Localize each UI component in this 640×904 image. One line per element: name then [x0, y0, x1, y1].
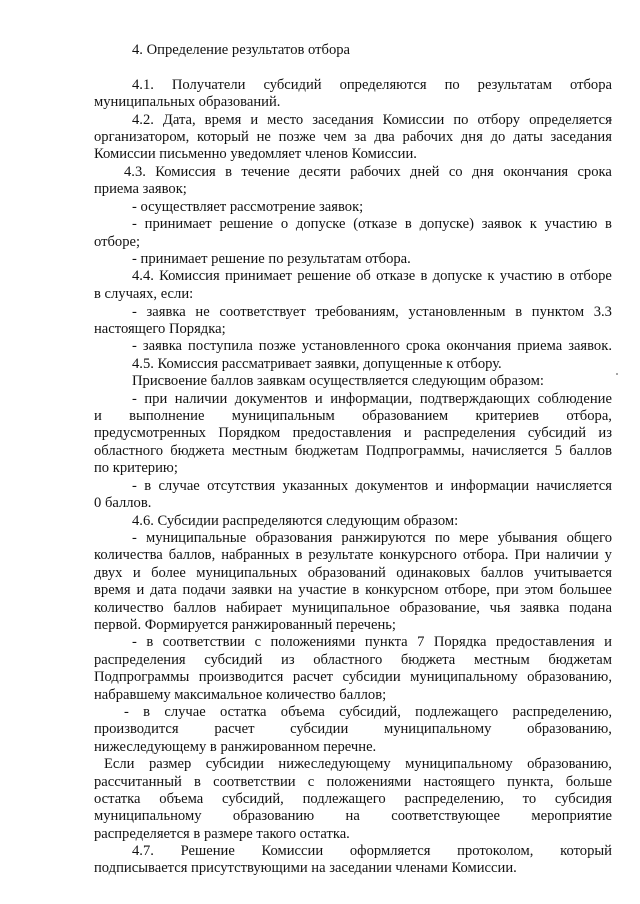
text-line: в случаях, если:: [94, 286, 194, 302]
text-line: распределяется в размере такого остатка.: [94, 826, 350, 842]
text-line: 4.3. Комиссия в течение десяти рабочих дней со дня окончания срока: [124, 164, 612, 180]
text-line: подписывается присутствующими на заседании членами Комиссии.: [94, 860, 517, 876]
text-line: набравшему максимальное количество баллов;: [94, 687, 387, 703]
text-line: областного бюджета местным бюджетам Подпрограммы, начисляется 5 баллов: [94, 443, 612, 459]
text-line: - в случае остатка объема субсидий, подлежащего распределению,: [124, 704, 612, 720]
text-line: Комиссии письменно уведомляет членов Комиссии.: [94, 146, 417, 162]
text-line: - в соответствии с положениями пункта 7 Порядка предоставления и: [132, 634, 612, 650]
text-line: двух и более муниципальных образований одинаковых баллов учитывается: [94, 565, 612, 581]
text-line: 4.1. Получатели субсидий определяются по результатам отбора: [132, 77, 612, 93]
text-line: остатка объема субсидий, подлежащего распределению, то субсидия: [94, 791, 612, 807]
text-line: - осуществляет рассмотрение заявок;: [132, 199, 364, 215]
text-line: время и дата подачи заявки на участие в конкурсном отборе, при этом большее: [94, 582, 612, 598]
text-line: предусмотренных Порядком предоставления и распределения субсидий из: [94, 425, 612, 441]
text-line: муниципальному образованию на соответствующее мероприятие: [94, 808, 612, 824]
text-line: Если размер субсидии нижеследующему муниципальному образованию,: [104, 756, 612, 772]
text-line: нижеследующему в ранжированном перечне.: [94, 739, 377, 755]
text-line: - муниципальные образования ранжируются по мере убывания общего: [132, 530, 612, 546]
text-line: - принимает решение о допуске (отказе в допуске) заявок к участию в: [132, 216, 612, 232]
text-line: и выполнение муниципальным образованием критериев отбора,: [94, 408, 612, 424]
text-line: 4.5. Комиссия рассматривает заявки, допущенные к отбору.: [132, 356, 502, 372]
text-line: настоящего Порядка;: [94, 321, 226, 337]
text-line: 4.6. Субсидии распределяются следующим образом:: [132, 513, 459, 529]
text-line: 4. Определение результатов отбора: [132, 42, 351, 58]
text-line: распределения субсидий из областного бюджета местным бюджетам: [94, 652, 612, 668]
text-line: 4.4. Комиссия принимает решение об отказе в допуске к участию в отборе: [132, 268, 612, 284]
text-line: - заявка не соответствует требованиям, установленным в пунктом 3.3: [132, 304, 612, 320]
text-line: муниципальных образований.: [94, 94, 281, 110]
text-line: Присвоение баллов заявкам осуществляется следующим образом:: [132, 373, 544, 389]
text-line: количество баллов набирает муниципальное образование, чья заявка подана: [94, 600, 612, 616]
text-line: рассчитанный в соответствии с положениями настоящего пункта, больше: [94, 774, 612, 790]
text-line: - принимает решение по результатам отбора.: [132, 251, 411, 267]
text-line: 0 баллов.: [94, 495, 152, 511]
text-line: - заявка поступила позже установленного срока окончания приема заявок.: [132, 338, 612, 354]
text-line: - при наличии документов и информации, подтверждающих соблюдение: [132, 391, 612, 407]
text-line: первой. Формируется ранжированный перечень;: [94, 617, 396, 633]
text-line: приема заявок;: [94, 181, 187, 197]
text-line: 4.7. Решение Комиссии оформляется протоколом, который: [132, 843, 612, 859]
text-line: - в случае отсутствия указанных документов и информации начисляется: [132, 478, 612, 494]
text-line: отборе;: [94, 234, 141, 250]
text-line: 4.2. Дата, время и место заседания Комиссии по отбору определяется: [132, 112, 612, 128]
text-line: количества баллов, набранных в результате конкурсного отбора. При наличии у: [94, 547, 612, 563]
text-line: организатором, который не позже чем за два рабочих дня до даты заседания: [94, 129, 612, 145]
text-line: производится расчет субсидии муниципальному образованию,: [94, 721, 612, 737]
text-line: Подпрограммы производится расчет субсидии муниципальному образованию,: [94, 669, 612, 685]
scan-speck: [616, 373, 618, 375]
text-line: по критерию;: [94, 460, 178, 476]
